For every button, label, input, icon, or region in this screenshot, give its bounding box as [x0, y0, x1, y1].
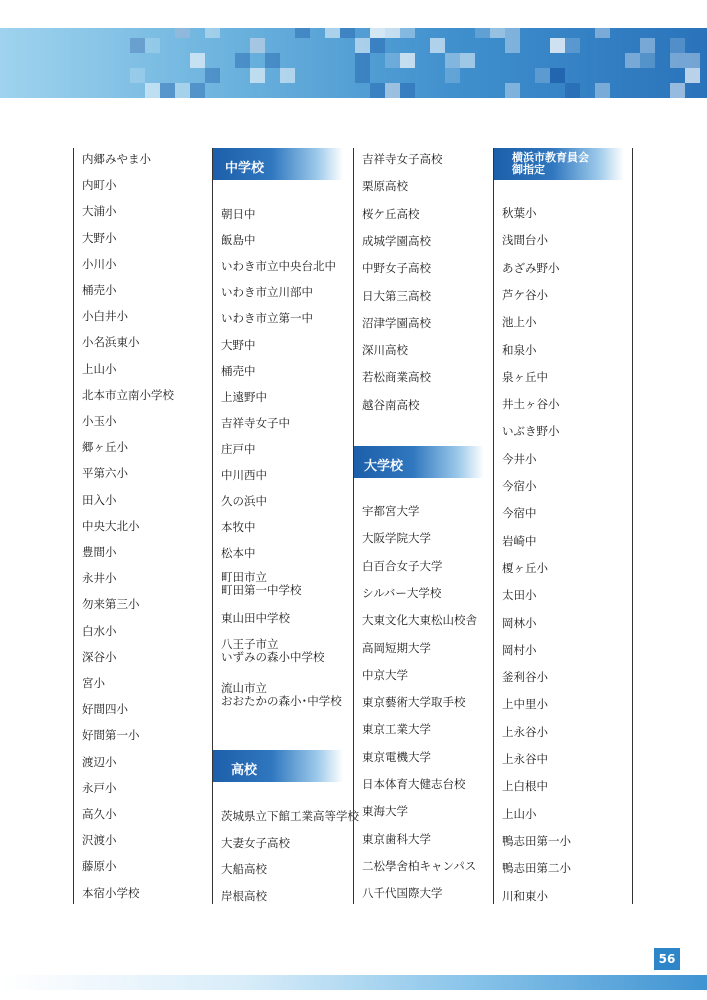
banner-tile	[400, 53, 415, 68]
list-item: 秋葉小	[502, 206, 537, 220]
banner-tile	[250, 68, 265, 83]
list-item: 東京工業大学	[362, 722, 431, 737]
banner-tile	[355, 38, 370, 53]
banner-tile	[175, 28, 190, 38]
banner-tile	[400, 28, 415, 38]
list-item: 桜ケ丘高校	[362, 206, 420, 221]
banner-tile	[175, 83, 190, 98]
banner-tile	[160, 83, 175, 98]
list-item: 上中里小	[502, 697, 548, 712]
list-item: 上山小	[82, 361, 117, 376]
line-1: 流山市立	[221, 681, 267, 695]
list-item: 大妻女子高校	[221, 835, 290, 850]
list-item: 小玉小	[82, 414, 117, 428]
banner-tile	[505, 83, 520, 98]
banner-tile	[550, 38, 565, 53]
list-item: 中野女子高校	[362, 261, 431, 276]
banner-tile	[505, 28, 520, 38]
list-item: 八千代国際大学	[362, 886, 443, 901]
list-item: 朝日中	[221, 207, 256, 221]
list-item: 沢渡小	[82, 833, 117, 848]
banner-tile	[670, 38, 685, 53]
section-header-university	[354, 446, 484, 478]
section-header-label: 高校	[231, 763, 258, 778]
banner-tile	[340, 28, 355, 38]
banner-tile	[235, 53, 250, 68]
list-item: 久の浜中	[221, 494, 267, 509]
list-item: 二松學舍柏キャンパス	[362, 858, 477, 873]
list-item: 今宿小	[502, 479, 537, 493]
banner-tile	[190, 83, 205, 98]
banner-tile	[550, 68, 565, 83]
list-item: 東京藝術大学取手校	[362, 695, 466, 710]
list-item: 大東文化大東松山校舎	[362, 613, 477, 628]
list-item: 上永谷中	[502, 752, 548, 766]
banner-tile	[430, 38, 445, 53]
list-item: いわき市立第一中	[221, 311, 313, 326]
list-item: 中川西中	[221, 468, 267, 482]
list-item: 大浦小	[82, 204, 117, 219]
line-2: いずみの森小中学校	[221, 650, 325, 664]
list-item: 北本市立南小学校	[82, 387, 174, 402]
banner-tile	[400, 83, 415, 98]
list-item: 宇都宮大学	[362, 504, 420, 518]
list-item: 小白井小	[82, 309, 128, 324]
list-item-multiline	[221, 682, 345, 708]
list-item: 岡林小	[502, 615, 537, 630]
list-item: 大野中	[221, 337, 256, 352]
list-item: 大阪学院大学	[362, 531, 431, 546]
banner-tile	[445, 53, 460, 68]
list-item: 太田小	[502, 588, 537, 603]
list-item: 釜利谷小	[502, 670, 548, 685]
list-item: 内郷みやま小	[82, 152, 151, 166]
list-item: 小川小	[82, 256, 117, 271]
section-header-line2: 御指定	[512, 163, 545, 176]
banner-tile	[190, 53, 205, 68]
list-item: 松本中	[221, 546, 256, 561]
list-item: 芦ケ谷小	[502, 287, 548, 302]
line-1: 町田市立	[221, 570, 267, 584]
banner-tile	[370, 83, 385, 98]
list-item-multiline	[221, 638, 345, 664]
list-item: 若松商業高校	[362, 370, 431, 385]
list-item: 吉祥寺女子中	[221, 415, 290, 430]
list-item: 泉ヶ丘中	[502, 369, 548, 384]
list-item: 中央大北小	[82, 518, 140, 533]
list-item: 川和東小	[502, 888, 548, 903]
list-item: 白水小	[82, 623, 117, 638]
list-item: 小名浜東小	[82, 335, 140, 350]
banner-tile	[130, 38, 145, 53]
banner-tile	[385, 53, 400, 68]
list-item: 本宿小学校	[82, 885, 140, 900]
list-item: いぶき野小	[502, 424, 560, 439]
list-item: 好間第一小	[82, 728, 140, 743]
bottom-bar	[0, 975, 707, 990]
banner-tile	[130, 68, 145, 83]
line-2: 町田第一中学校	[221, 583, 302, 597]
list-item: 岡村小	[502, 642, 537, 657]
list-item: 日本体育大健志台校	[362, 777, 466, 791]
list-item: 上山小	[502, 806, 537, 821]
list-item: 吉祥寺女子高校	[362, 152, 443, 166]
list-item: 東京歯科大学	[362, 831, 431, 846]
list-item: 茨城県立下館工業高等学校	[221, 809, 359, 823]
list-item: 田入小	[82, 492, 117, 507]
banner-tile	[370, 38, 385, 53]
banner-tile	[685, 68, 700, 83]
banner-tile	[625, 53, 640, 68]
list-item: 好間四小	[82, 702, 128, 717]
list-item: 東京電機大学	[362, 749, 431, 764]
list-item: 榎ヶ丘小	[502, 560, 548, 575]
list-item: 内町小	[82, 178, 117, 193]
banner-tile	[535, 68, 550, 83]
list-item: 鴨志田第二小	[502, 861, 571, 876]
list-item: 東海大学	[362, 804, 408, 819]
column-junior-high-schools	[212, 148, 359, 904]
list-item: 渡辺小	[82, 754, 117, 769]
banner-tile	[595, 28, 610, 38]
list-item: 浅間台小	[502, 233, 548, 248]
banner-tile	[490, 28, 505, 38]
banner-tile	[670, 53, 685, 68]
banner-tile	[565, 83, 580, 98]
list-item: 高岡短期大学	[362, 640, 431, 655]
banner-tile	[565, 38, 580, 53]
banner-tile	[295, 28, 310, 38]
banner-tile	[145, 38, 160, 53]
list-item: いわき市立川部中	[221, 285, 313, 300]
list-item: 勿来第三小	[82, 597, 140, 612]
banner-tile	[205, 68, 220, 83]
banner-tile	[670, 83, 685, 98]
banner-tile	[640, 38, 655, 53]
banner-tile	[385, 28, 400, 38]
list-item: 深川高校	[362, 343, 408, 358]
list-item: 大船高校	[221, 862, 267, 876]
list-item: 井土ヶ谷小	[502, 397, 560, 412]
list-item: 大野小	[82, 230, 117, 245]
list-item: 宮小	[82, 676, 105, 690]
list-item: 今宿中	[502, 506, 537, 521]
list-item: 岸根高校	[221, 888, 267, 903]
list-item: 永井小	[82, 571, 117, 586]
list-item: 沼津学園高校	[362, 315, 431, 330]
column-high-schools-universities	[353, 148, 488, 904]
banner-tile	[640, 53, 655, 68]
column-elementary-schools	[73, 148, 204, 904]
list-item: 深谷小	[82, 649, 117, 664]
page-number: 56	[654, 948, 680, 970]
top-banner	[0, 28, 707, 98]
banner-tile	[205, 28, 220, 38]
list-item: 今井小	[502, 451, 537, 466]
list-item: 岩崎中	[502, 533, 537, 548]
list-item: 和泉小	[502, 342, 537, 357]
list-item: 池上小	[502, 315, 537, 330]
list-item: 成城学園高校	[362, 233, 431, 248]
column-yokohama-designated	[493, 148, 633, 904]
banner-tile	[475, 28, 490, 38]
list-item: 上白根中	[502, 779, 548, 794]
banner-tile	[145, 83, 160, 98]
list-item: いわき市立中央台北中	[221, 259, 336, 274]
list-item: 藤原小	[82, 859, 117, 874]
line-2: おおたかの森小･中学校	[221, 694, 342, 708]
banner-tile	[505, 38, 520, 53]
banner-tile	[685, 53, 700, 68]
banner-tile	[355, 68, 370, 83]
line-1: 東山田中学校	[221, 611, 290, 625]
list-item: 鴨志田第一小	[502, 833, 571, 848]
list-item: 上遠野中	[221, 389, 267, 404]
list-item: シルバー大学校	[362, 585, 442, 600]
list-item: 豊間小	[82, 545, 117, 559]
list-item: 越谷南高校	[362, 397, 420, 412]
list-item: 桶売小	[82, 283, 117, 297]
list-item: 栗原高校	[362, 179, 408, 194]
list-item: 永戸小	[82, 780, 117, 795]
list-item: 桶売中	[221, 363, 256, 378]
list-item: 平第六小	[82, 466, 128, 481]
list-item: 本牧中	[221, 520, 256, 535]
list-item: 高久小	[82, 807, 117, 821]
banner-tile	[265, 53, 280, 68]
list-item: 中京大学	[362, 667, 408, 682]
section-header-line1: 横浜市教育員会	[512, 151, 589, 164]
section-header-high-school	[213, 750, 343, 782]
list-item-multiline	[221, 612, 345, 625]
section-header-label: 大学校	[364, 459, 404, 474]
list-item: 日大第三高校	[362, 288, 431, 303]
section-header-junior-high	[213, 148, 343, 180]
banner-tile	[445, 68, 460, 83]
banner-tile	[460, 53, 475, 68]
line-1: 八王子市立	[221, 637, 279, 651]
banner-tile	[250, 38, 265, 53]
banner-tile	[325, 28, 340, 38]
list-item: 郷ヶ丘小	[82, 440, 128, 455]
banner-tile	[370, 28, 385, 38]
banner-tile	[595, 83, 610, 98]
list-item: あざみ野小	[502, 260, 560, 275]
list-item: 飯島中	[221, 233, 256, 248]
list-item: 上永谷小	[502, 724, 548, 739]
list-item: 庄戸中	[221, 441, 256, 456]
banner-tile	[385, 83, 400, 98]
banner-tile	[280, 68, 295, 83]
banner-tile	[355, 53, 370, 68]
list-item-multiline	[221, 571, 345, 597]
list-item: 白百合女子大学	[362, 558, 443, 573]
section-header-yokohama	[494, 148, 624, 180]
section-header-label: 中学校	[225, 161, 265, 176]
